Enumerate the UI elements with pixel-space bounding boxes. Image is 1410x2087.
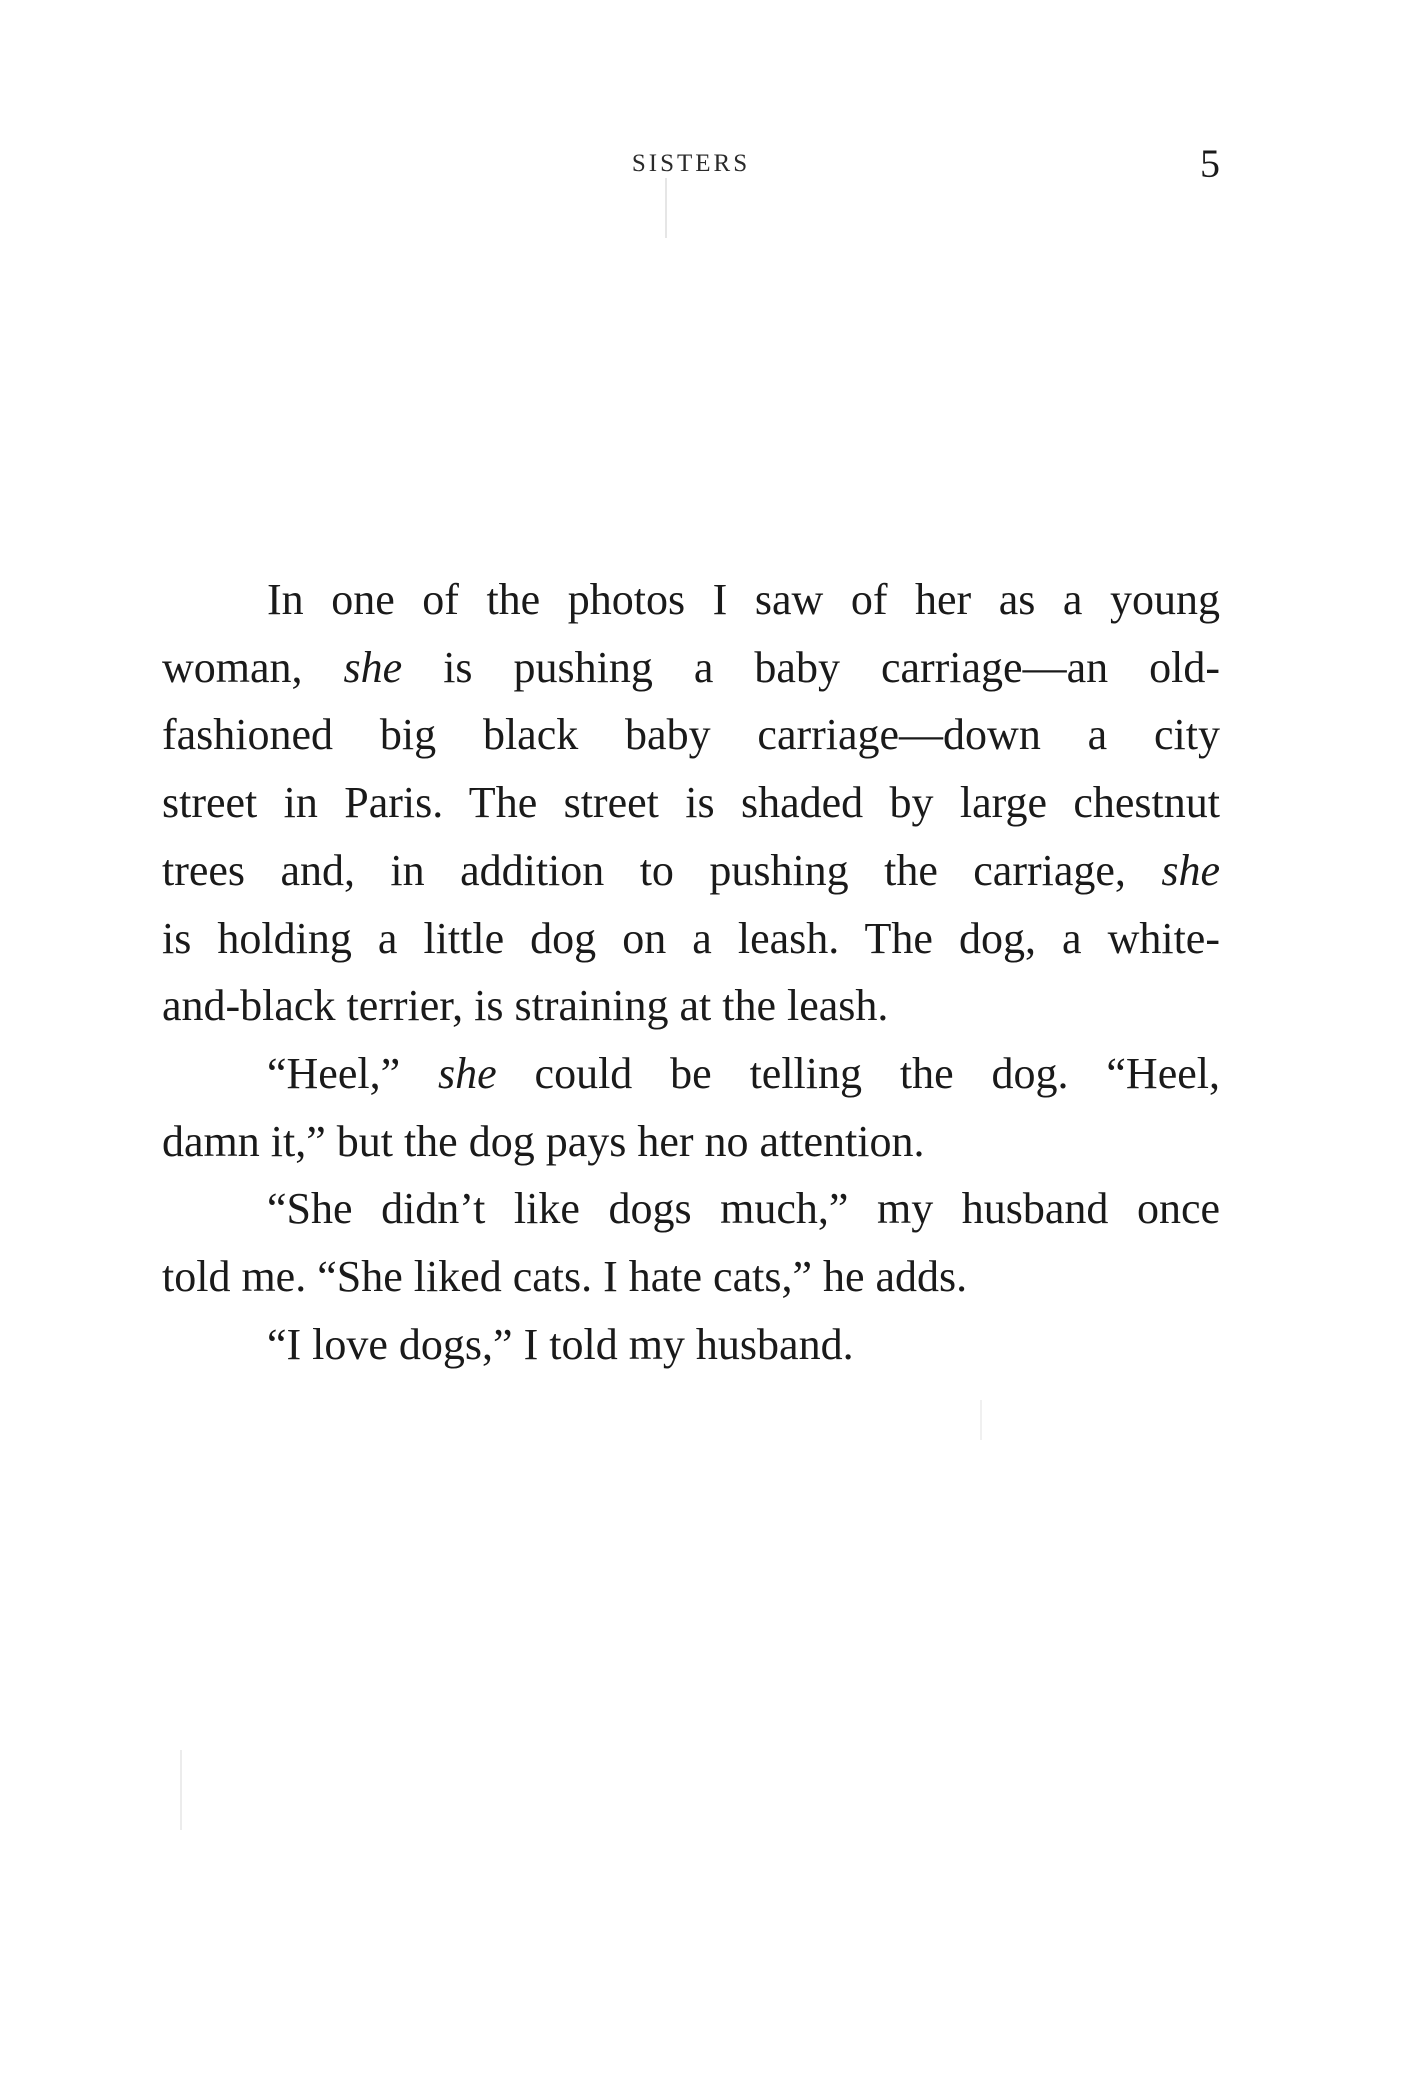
scan-artifact bbox=[180, 1750, 182, 1830]
paragraph bbox=[162, 1311, 1220, 1379]
text-run: “She didn’t like dogs much,” my husband once bbox=[267, 1184, 1220, 1234]
text-line bbox=[162, 566, 1220, 634]
text-run: “Heel,” bbox=[267, 1048, 438, 1098]
text-run: trees and, in addition to pushing the carriage, bbox=[162, 845, 1162, 895]
text-line bbox=[162, 769, 1220, 837]
paragraph bbox=[162, 566, 1220, 1040]
page-number: 5 bbox=[1200, 141, 1220, 186]
italic-word: she bbox=[438, 1048, 497, 1098]
text-line bbox=[162, 1108, 1220, 1176]
text-line bbox=[162, 634, 1220, 702]
scan-artifact bbox=[980, 1400, 982, 1440]
text-run: woman, bbox=[162, 642, 344, 692]
text-run: fashioned big black baby carriage—down a city bbox=[162, 710, 1220, 760]
text-line bbox=[162, 905, 1220, 973]
text-line bbox=[162, 972, 1220, 1040]
text-line bbox=[162, 837, 1220, 905]
body-text bbox=[162, 566, 1220, 1378]
text-run: could be telling the dog. “Heel, bbox=[496, 1048, 1220, 1098]
italic-word: she bbox=[343, 642, 403, 692]
scan-artifact bbox=[665, 178, 667, 238]
text-run: damn it,” but the dog pays her no attention. bbox=[162, 1116, 925, 1166]
italic-word: she bbox=[1161, 845, 1220, 895]
text-line bbox=[162, 1175, 1220, 1243]
text-run: and-black terrier, is straining at the leash. bbox=[162, 981, 889, 1031]
text-run: is holding a little dog on a leash. The dog, a white- bbox=[162, 913, 1220, 963]
text-run: “I love dogs,” I told my husband. bbox=[267, 1319, 854, 1369]
running-title: SISTERS bbox=[631, 150, 751, 177]
text-line bbox=[162, 1311, 1220, 1379]
text-run: told me. “She liked cats. I hate cats,” he adds. bbox=[162, 1252, 968, 1302]
text-run: street in Paris. The street is shaded by large chestnut bbox=[162, 778, 1220, 828]
text-line bbox=[162, 701, 1220, 769]
text-line bbox=[162, 1040, 1220, 1108]
text-line bbox=[162, 1243, 1220, 1311]
paragraph bbox=[162, 1040, 1220, 1175]
paragraph bbox=[162, 1175, 1220, 1310]
text-run: is pushing a baby carriage—an old- bbox=[402, 642, 1220, 692]
text-run: In one of the photos I saw of her as a young bbox=[267, 575, 1220, 624]
running-head bbox=[162, 140, 1220, 190]
